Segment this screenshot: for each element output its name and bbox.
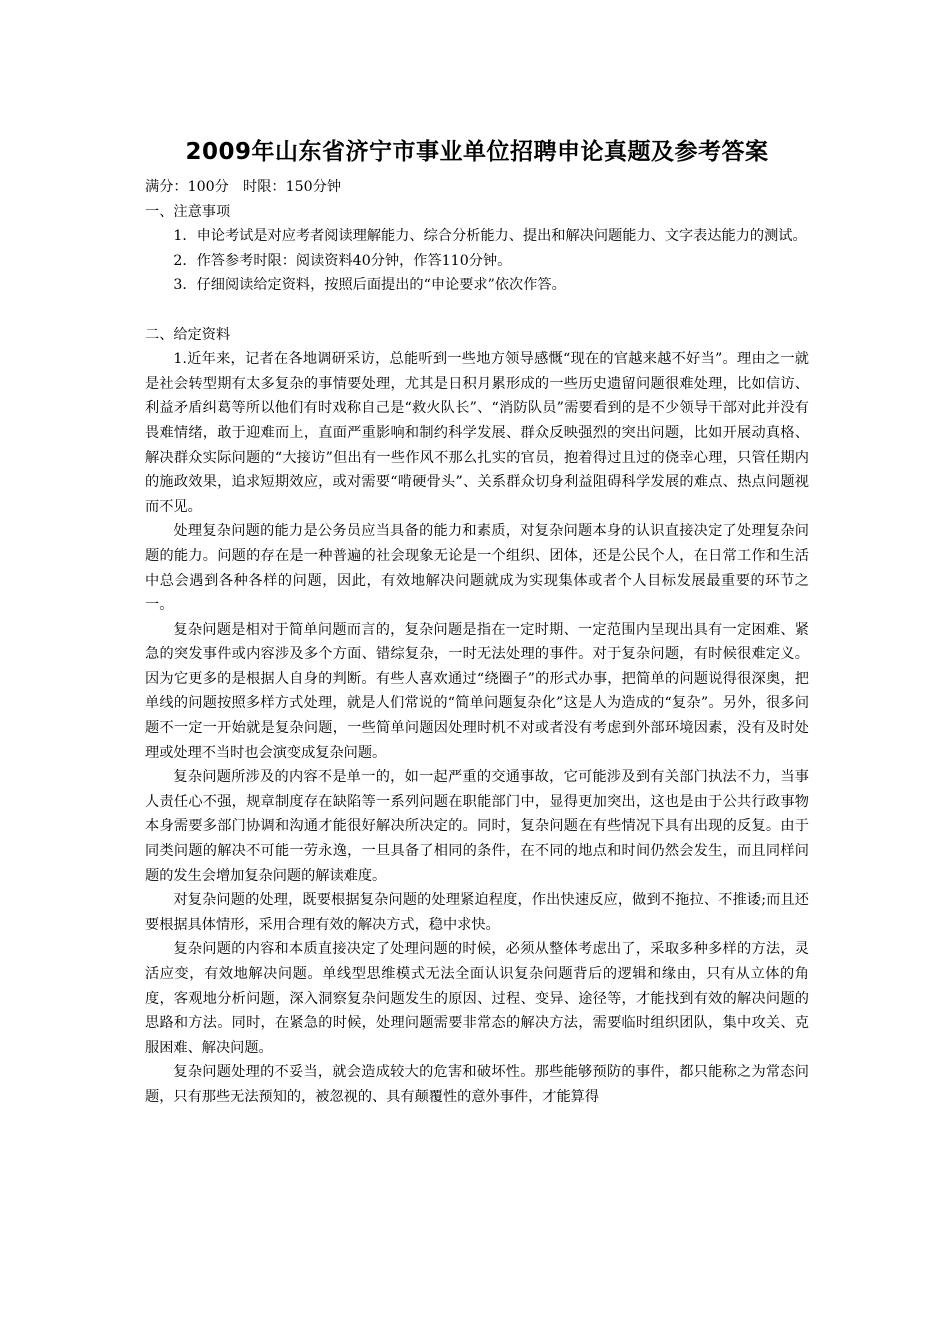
material-paragraph: 对复杂问题的处理，既要根据复杂问题的处理紧迫程度，作出快速反应，做到不拖拉、不推诿;而且还要根据具体情形，采用合理有效的解决方式，稳中求快。 <box>145 892 809 933</box>
material-paragraph: 复杂问题所涉及的内容不是单一的，如一起严重的交通事故，它可能涉及到有关部门执法不力，当事人责任心不强，规章制度存在缺陷等一系列问题在职能部门中，显得更加突出，这也是由于公共行政事物本身需要多部门协调和沟通才能很好解决所决定的。同时，复杂问题在有些情况下具有出现的反复。由于同类问题的解决不可能一劳永逸，一旦具备了相同的条件，在不同的地点和时间仍然会发生，而且同样问题的发生会增加复杂问题的解读难度。 <box>145 769 809 884</box>
document-page <box>145 130 809 1110</box>
section-heading-materials: 二、给定资料 <box>145 326 231 343</box>
material-paragraph: 复杂问题处理的不妥当，就会造成较大的危害和破坏性。那些能够预防的事件，都只能称之为常态问题，只有那些无法预知的，被忽视的、具有颠覆性的意外事件，才能算得 <box>145 1064 809 1105</box>
material-paragraph: 处理复杂问题的能力是公务员应当具备的能力和素质，对复杂问题本身的认识直接决定了处理复杂问题的能力。问题的存在是一种普遍的社会现象无论是一个组织、团体，还是公民个人，在日常工作和生活中总会遇到各种各样的问题，因此，有效地解决问题就成为实现集体或者个人目标发展最重要的环节之一。 <box>145 523 809 614</box>
material-paragraph: 1.近年来，记者在各地调研采访，总能听到一些地方领导感慨“现在的官越来越不好当”。理由之一就是社会转型期有太多复杂的事情要处理，尤其是日积月累形成的一些历史遗留问题很难处理，比如信访、利益矛盾纠葛等所以他们有时戏称自己是“救火队长”、“消防队员”需要看到的是不少领导干部对此并没有畏难情绪，敢于迎难而上，直面严重影响和制约科学发展、群众反映强烈的突出问题，比如开展动真格、解决群众实际问题的“大接访”但出有一些作风不那么扎实的官员，抱着得过且过的侥幸心理，只管任期内的施政效果，追求短期效应，或对需要“啃硬骨头”、关系群众切身利益阻碍科学发展的难点、热点问题视而不见。 <box>145 351 809 515</box>
material-paragraph: 复杂问题的内容和本质直接决定了处理问题的时候，必须从整体考虑出了，采取多种多样的方法，灵活应变，有效地解决问题。单线型思维模式无法全面认识复杂问题背后的逻辑和缘由，只有从立体的角度，客观地分析问题，深入洞察复杂问题发生的原因、过程、变异、途径等，才能找到有效的解决问题的思路和方法。同时，在紧急的时候，处理问题需要非常态的解决方法，需要临时组织团队，集中攻关、克服困难、解决问题。 <box>145 941 809 1056</box>
exam-meta: 满分：100分 时限：150分钟 <box>145 179 342 195</box>
notice-item: 1．申论考试是对应考者阅读理解能力、综合分析能力、提出和解决问题能力、文字表达能力的测试。 <box>173 228 807 245</box>
blank-line <box>145 298 809 323</box>
notice-item: 3．仔细阅读给定资料，按照后面提出的“申论要求”依次作答。 <box>173 277 566 294</box>
material-paragraph: 复杂问题是相对于简单问题而言的，复杂问题是指在一定时期、一定范围内呈现出具有一定困难、紧急的突发事件或内容涉及多个方面、错综复杂，一时无法处理的事件。对于复杂问题，有时候很难定义。因为它更多的是根据人自身的判断。有些人喜欢通过“绕圈子”的形式办事，把简单的问题说得很深奥，把单线的问题按照多样方式处理，就是人们常说的“简单问题复杂化”这是人为造成的“复杂”。另外，很多问题不一定一开始就是复杂问题，一些简单问题因处理时机不对或者没有考虑到外部环境因素，没有及时处理或处理不当时也会演变成复杂问题。 <box>145 621 810 761</box>
document-title: 2009年山东省济宁市事业单位招聘申论真题及参考答案 <box>185 139 769 165</box>
notice-item: 2．作答参考时限：阅读资料40分钟，作答110分钟。 <box>173 252 512 269</box>
section-heading-notice: 一、注意事项 <box>145 203 231 220</box>
